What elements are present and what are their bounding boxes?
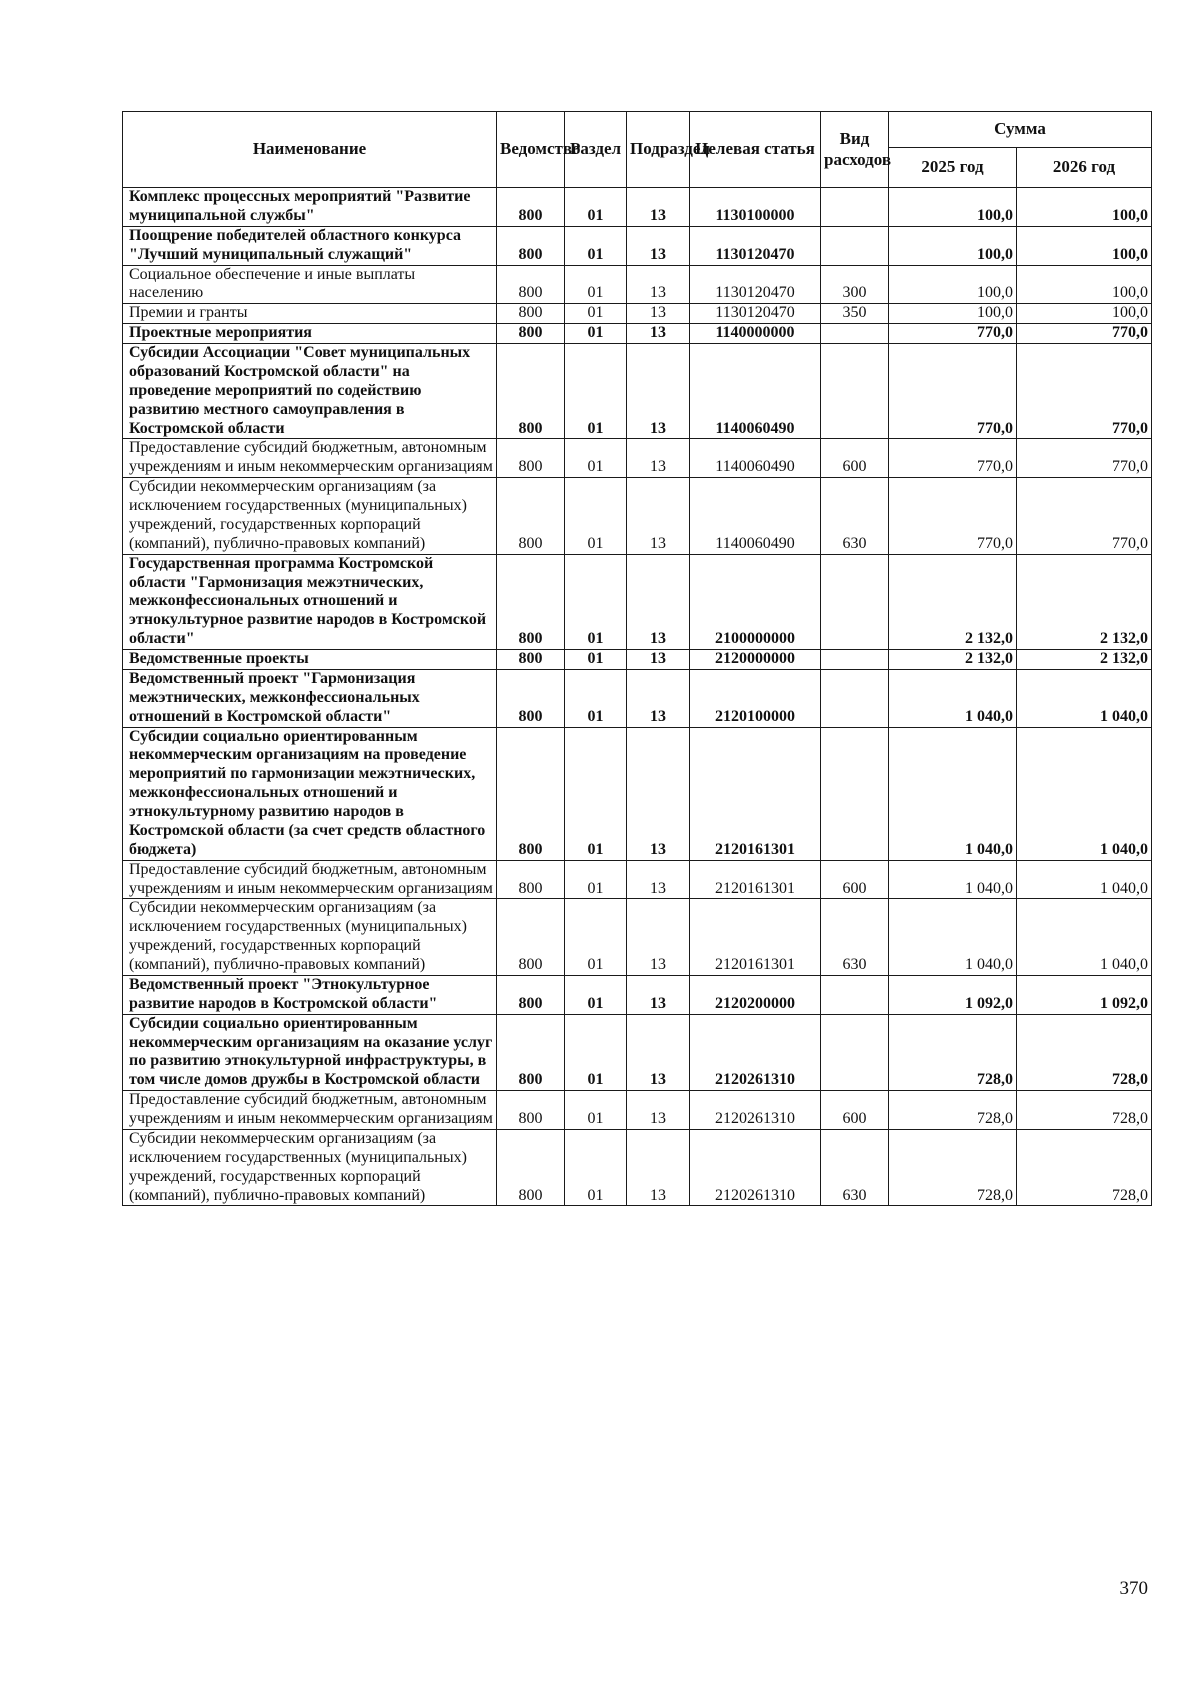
cell-vedomstvo: 800 (497, 860, 565, 899)
cell-expense-type: 630 (821, 478, 889, 555)
cell-sum-2025: 100,0 (889, 304, 1017, 324)
cell-sum-2026: 1 092,0 (1017, 975, 1152, 1014)
cell-target-article: 2120200000 (690, 975, 821, 1014)
cell-name: Предоставление субсидий бюджетным, автономным учреждениям и иным некоммерческим организациям (123, 1091, 497, 1130)
header-sum: Сумма (889, 112, 1152, 148)
cell-razdel: 01 (565, 975, 627, 1014)
cell-sum-2026: 2 132,0 (1017, 650, 1152, 670)
cell-expense-type (821, 226, 889, 265)
cell-vedomstvo: 800 (497, 1014, 565, 1091)
cell-sum-2025: 728,0 (889, 1014, 1017, 1091)
cell-sum-2025: 1 092,0 (889, 975, 1017, 1014)
cell-razdel: 01 (565, 265, 627, 304)
cell-sum-2025: 100,0 (889, 188, 1017, 227)
cell-razdel: 01 (565, 727, 627, 860)
cell-sum-2025: 1 040,0 (889, 727, 1017, 860)
cell-name: Субсидии социально ориентированным некоммерческим организациям на оказание услуг по развитию этнокультурной инфраструктуры, в том числе домов дружбы в Костромской области (123, 1014, 497, 1091)
cell-target-article: 1140060490 (690, 344, 821, 439)
cell-expense-type: 600 (821, 1091, 889, 1130)
cell-sum-2025: 770,0 (889, 324, 1017, 344)
cell-vedomstvo: 800 (497, 304, 565, 324)
cell-expense-type (821, 188, 889, 227)
cell-razdel: 01 (565, 650, 627, 670)
cell-expense-type: 600 (821, 439, 889, 478)
cell-vedomstvo: 800 (497, 899, 565, 976)
cell-razdel: 01 (565, 1129, 627, 1206)
cell-target-article: 2120261310 (690, 1129, 821, 1206)
cell-sum-2026: 1 040,0 (1017, 899, 1152, 976)
cell-sum-2026: 100,0 (1017, 304, 1152, 324)
cell-name: Субсидии некоммерческим организациям (за исключением государственных (муниципальных) учреждений, государственных корпораций (компаний), публично-правовых компаний) (123, 899, 497, 976)
cell-podrazdel: 13 (627, 1014, 690, 1091)
cell-razdel: 01 (565, 344, 627, 439)
table-body (123, 188, 1152, 1206)
cell-vedomstvo: 800 (497, 1129, 565, 1206)
cell-podrazdel: 13 (627, 669, 690, 727)
cell-vedomstvo: 800 (497, 478, 565, 555)
table-row (123, 265, 1152, 304)
cell-razdel: 01 (565, 304, 627, 324)
cell-target-article: 1140000000 (690, 324, 821, 344)
cell-podrazdel: 13 (627, 265, 690, 304)
table-row (123, 650, 1152, 670)
table-row (123, 899, 1152, 976)
cell-target-article: 2120261310 (690, 1091, 821, 1130)
cell-vedomstvo: 800 (497, 727, 565, 860)
cell-sum-2026: 100,0 (1017, 188, 1152, 227)
cell-razdel: 01 (565, 439, 627, 478)
header-vedomstvo: Ведомство (497, 112, 565, 188)
cell-sum-2025: 100,0 (889, 226, 1017, 265)
cell-expense-type: 300 (821, 265, 889, 304)
cell-razdel: 01 (565, 669, 627, 727)
cell-target-article: 1130100000 (690, 188, 821, 227)
cell-expense-type (821, 324, 889, 344)
cell-razdel: 01 (565, 188, 627, 227)
cell-vedomstvo: 800 (497, 188, 565, 227)
cell-razdel: 01 (565, 324, 627, 344)
cell-podrazdel: 13 (627, 188, 690, 227)
cell-name: Субсидии некоммерческим организациям (за исключением государственных (муниципальных) учреждений, государственных корпораций (компаний), публично-правовых компаний) (123, 1129, 497, 1206)
table-row (123, 226, 1152, 265)
cell-expense-type (821, 554, 889, 649)
cell-expense-type (821, 650, 889, 670)
cell-podrazdel: 13 (627, 727, 690, 860)
table-row (123, 188, 1152, 227)
cell-sum-2026: 728,0 (1017, 1014, 1152, 1091)
cell-sum-2026: 728,0 (1017, 1129, 1152, 1206)
cell-sum-2026: 1 040,0 (1017, 669, 1152, 727)
cell-name: Комплекс процессных мероприятий "Развитие муниципальной службы" (123, 188, 497, 227)
cell-target-article: 1130120470 (690, 226, 821, 265)
header-name: Наименование (123, 112, 497, 188)
cell-sum-2026: 1 040,0 (1017, 727, 1152, 860)
cell-name: Ведомственные проекты (123, 650, 497, 670)
cell-sum-2025: 2 132,0 (889, 554, 1017, 649)
cell-name: Предоставление субсидий бюджетным, автономным учреждениям и иным некоммерческим организациям (123, 860, 497, 899)
cell-target-article: 1130120470 (690, 265, 821, 304)
cell-name: Поощрение победителей областного конкурса "Лучший муниципальный служащий" (123, 226, 497, 265)
cell-podrazdel: 13 (627, 975, 690, 1014)
table-row (123, 324, 1152, 344)
cell-expense-type: 350 (821, 304, 889, 324)
cell-expense-type: 600 (821, 860, 889, 899)
cell-sum-2026: 2 132,0 (1017, 554, 1152, 649)
cell-target-article: 2120161301 (690, 899, 821, 976)
cell-sum-2026: 770,0 (1017, 324, 1152, 344)
cell-sum-2026: 728,0 (1017, 1091, 1152, 1130)
cell-sum-2025: 770,0 (889, 478, 1017, 555)
cell-vedomstvo: 800 (497, 669, 565, 727)
cell-razdel: 01 (565, 226, 627, 265)
cell-razdel: 01 (565, 1014, 627, 1091)
cell-vedomstvo: 800 (497, 344, 565, 439)
table-row (123, 304, 1152, 324)
header-razdel: Раздел (565, 112, 627, 188)
cell-target-article: 2120161301 (690, 727, 821, 860)
cell-razdel: 01 (565, 554, 627, 649)
cell-expense-type: 630 (821, 1129, 889, 1206)
table-row (123, 439, 1152, 478)
cell-name: Государственная программа Костромской области "Гармонизация межэтнических, межконфессиональных отношений и этнокультурное развитие народов в Костромской области" (123, 554, 497, 649)
cell-target-article: 2100000000 (690, 554, 821, 649)
cell-expense-type (821, 669, 889, 727)
cell-target-article: 1130120470 (690, 304, 821, 324)
cell-sum-2026: 770,0 (1017, 344, 1152, 439)
cell-expense-type (821, 344, 889, 439)
table-row (123, 478, 1152, 555)
cell-name: Премии и гранты (123, 304, 497, 324)
cell-sum-2025: 770,0 (889, 439, 1017, 478)
cell-expense-type (821, 1014, 889, 1091)
cell-target-article: 1140060490 (690, 439, 821, 478)
cell-target-article: 2120261310 (690, 1014, 821, 1091)
table-row (123, 975, 1152, 1014)
cell-sum-2026: 100,0 (1017, 265, 1152, 304)
table-row (123, 1014, 1152, 1091)
cell-podrazdel: 13 (627, 304, 690, 324)
cell-vedomstvo: 800 (497, 650, 565, 670)
cell-podrazdel: 13 (627, 344, 690, 439)
header-year-2026: 2026 год (1017, 148, 1152, 188)
cell-sum-2025: 728,0 (889, 1091, 1017, 1130)
table-row (123, 344, 1152, 439)
cell-target-article: 2120100000 (690, 669, 821, 727)
cell-target-article: 2120000000 (690, 650, 821, 670)
cell-vedomstvo: 800 (497, 226, 565, 265)
header-podrazdel: Подраздел (627, 112, 690, 188)
cell-razdel: 01 (565, 478, 627, 555)
cell-sum-2025: 770,0 (889, 344, 1017, 439)
header-expense-type: Вид расходов (821, 112, 889, 188)
cell-vedomstvo: 800 (497, 439, 565, 478)
cell-sum-2025: 100,0 (889, 265, 1017, 304)
cell-sum-2025: 1 040,0 (889, 899, 1017, 976)
cell-name: Предоставление субсидий бюджетным, автономным учреждениям и иным некоммерческим организациям (123, 439, 497, 478)
cell-podrazdel: 13 (627, 226, 690, 265)
cell-sum-2026: 770,0 (1017, 439, 1152, 478)
cell-sum-2025: 2 132,0 (889, 650, 1017, 670)
cell-vedomstvo: 800 (497, 324, 565, 344)
cell-vedomstvo: 800 (497, 975, 565, 1014)
cell-name: Субсидии социально ориентированным некоммерческим организациям на проведение мероприятий по гармонизации межэтнических, межконфессиональных отношений и этнокультурному развитию народов в Костромской области (за счет средств областного бюджета) (123, 727, 497, 860)
table-row (123, 1129, 1152, 1206)
cell-expense-type: 630 (821, 899, 889, 976)
cell-podrazdel: 13 (627, 324, 690, 344)
cell-vedomstvo: 800 (497, 265, 565, 304)
budget-table (122, 111, 1152, 1206)
cell-sum-2026: 770,0 (1017, 478, 1152, 555)
cell-podrazdel: 13 (627, 1091, 690, 1130)
cell-razdel: 01 (565, 899, 627, 976)
cell-expense-type (821, 727, 889, 860)
cell-vedomstvo: 800 (497, 1091, 565, 1130)
table-row (123, 669, 1152, 727)
cell-podrazdel: 13 (627, 554, 690, 649)
header-target-article: Целевая статья (690, 112, 821, 188)
table-row (123, 727, 1152, 860)
cell-podrazdel: 13 (627, 650, 690, 670)
cell-sum-2025: 728,0 (889, 1129, 1017, 1206)
cell-podrazdel: 13 (627, 1129, 690, 1206)
cell-target-article: 2120161301 (690, 860, 821, 899)
cell-sum-2025: 1 040,0 (889, 860, 1017, 899)
cell-podrazdel: 13 (627, 439, 690, 478)
cell-sum-2026: 100,0 (1017, 226, 1152, 265)
cell-name: Ведомственный проект "Гармонизация межэтнических, межконфессиональных отношений в Костромской области" (123, 669, 497, 727)
cell-name: Проектные мероприятия (123, 324, 497, 344)
cell-podrazdel: 13 (627, 478, 690, 555)
cell-vedomstvo: 800 (497, 554, 565, 649)
cell-razdel: 01 (565, 1091, 627, 1130)
cell-name: Субсидии Ассоциации "Совет муниципальных образований Костромской области" на проведение мероприятий по содействию развитию местного самоуправления в Костромской области (123, 344, 497, 439)
table-row (123, 554, 1152, 649)
cell-expense-type (821, 975, 889, 1014)
table-row (123, 1091, 1152, 1130)
cell-sum-2026: 1 040,0 (1017, 860, 1152, 899)
cell-name: Ведомственный проект "Этнокультурное развитие народов в Костромской области" (123, 975, 497, 1014)
cell-razdel: 01 (565, 860, 627, 899)
cell-podrazdel: 13 (627, 899, 690, 976)
header-year-2025: 2025 год (889, 148, 1017, 188)
cell-name: Социальное обеспечение и иные выплаты населению (123, 265, 497, 304)
table-row (123, 860, 1152, 899)
cell-target-article: 1140060490 (690, 478, 821, 555)
cell-name: Субсидии некоммерческим организациям (за исключением государственных (муниципальных) учреждений, государственных корпораций (компаний), публично-правовых компаний) (123, 478, 497, 555)
cell-podrazdel: 13 (627, 860, 690, 899)
page-number: 370 (1119, 1578, 1148, 1599)
cell-sum-2025: 1 040,0 (889, 669, 1017, 727)
